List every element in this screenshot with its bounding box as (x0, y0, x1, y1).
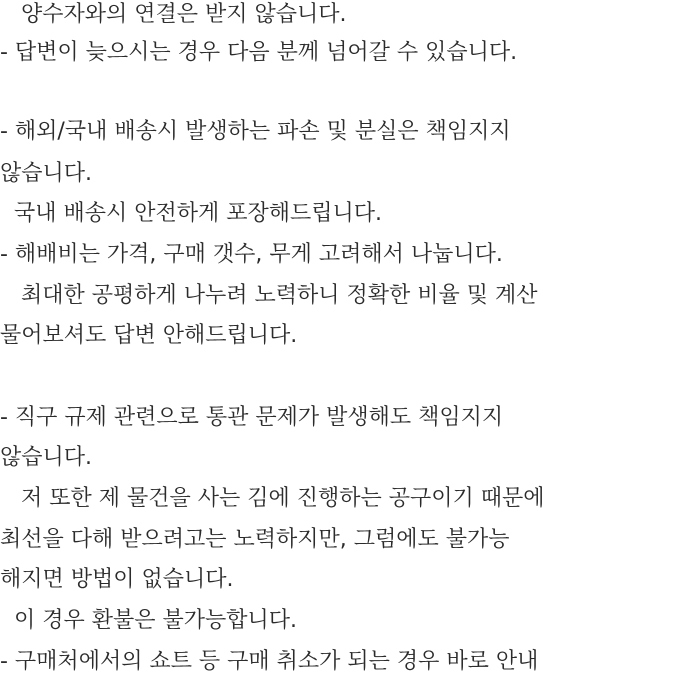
notice-line: 물어보셔도 답변 안해드립니다. (0, 323, 298, 348)
notice-line: 국내 배송시 안전하게 포장해드립니다. (0, 201, 382, 226)
notice-line: 양수자와의 연결은 받지 않습니다. (0, 2, 347, 27)
notice-line: - 해외/국내 배송시 발생하는 파손 및 분실은 책임지지 (0, 119, 511, 144)
notice-line: - 답변이 늦으시는 경우 다음 분께 넘어갈 수 있습니다. (0, 40, 518, 65)
notice-line: - 구매처에서의 쇼트 등 구매 취소가 되는 경우 바로 안내 (0, 649, 539, 674)
notice-line: 해지면 방법이 없습니다. (0, 567, 234, 592)
notice-line: 않습니다. (0, 445, 93, 470)
notice-line: 저 또한 제 물건을 사는 김에 진행하는 공구이기 때문에 (0, 486, 545, 511)
notice-line: 최선을 다해 받으려고는 노력하지만, 그럼에도 불가능 (0, 527, 510, 552)
notice-line: - 해배비는 가격, 구매 갯수, 무게 고려해서 나눕니다. (0, 242, 503, 267)
notice-line: 이 경우 환불은 불가능합니다. (0, 608, 297, 633)
notice-line: 최대한 공평하게 나누려 노력하니 정확한 비율 및 계산 (0, 283, 538, 308)
notice-line: - 직구 규제 관련으로 통관 문제가 발생해도 책임지지 (0, 405, 504, 430)
notice-line: 않습니다. (0, 161, 93, 186)
